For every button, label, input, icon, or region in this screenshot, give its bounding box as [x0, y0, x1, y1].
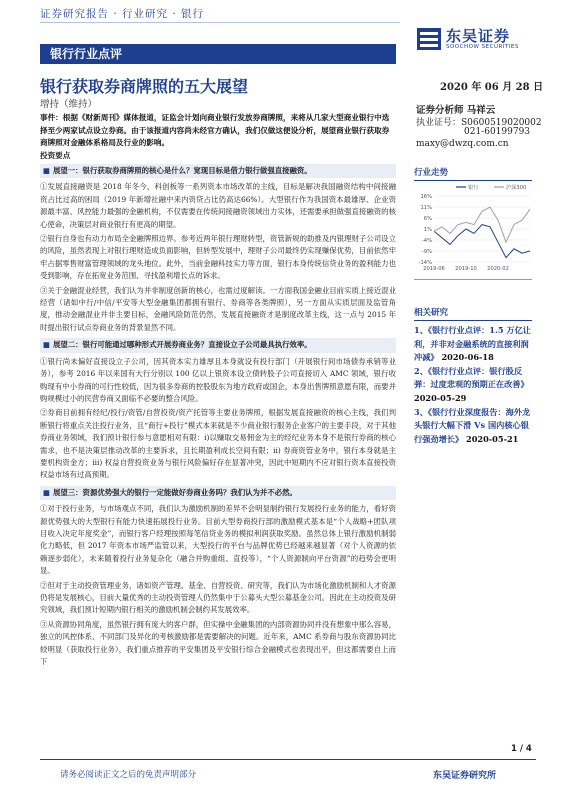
section-question-2: ■ 展望二：银行可能通过哪种形式开展券商业务？直接设立子公司最具执行效率。 — [40, 338, 396, 352]
square-bullet-icon: ■ — [43, 166, 50, 175]
trend-chart — [412, 182, 534, 274]
report-date: 2020 年 06 月 28 日 — [440, 82, 544, 93]
legend-label: 沪深300 — [506, 185, 527, 191]
paragraph: ②券商目前拥有经纪/投行/资管/自营投资/资产托管等主要业务牌照，根据发展直接融资的核心主线，我们判断银行将重点关注投行业务，且“商行+投行”模式本来就是不少商业银行服务企业客户的主要手段，对于其他券商业务领域，我们预计银行参与意愿相对有限：i)以赚取交易佣金为主的经纪业务本身不是银行券商的核心需求，也不是决策层推动改革的主要诉求，且长期盈利成长空间有限；ii) 券商资管业务中，银行本身就是主要机构资金方；iii) 权益自营投资业务与银行风险偏好存在显著冲突，因此中短期内不应对银行资本直接投资权益市场有过高预期。 — [40, 408, 396, 480]
y-tick-label: -4% — [421, 237, 432, 244]
event-summary — [40, 112, 390, 150]
logo-mark-icon — [416, 26, 442, 52]
related-research-list — [414, 324, 536, 446]
disclaimer-note: 请务必阅读正文之后的免责声明部分 — [60, 770, 197, 780]
rating: 增持（维持） — [40, 99, 98, 110]
related-research-label: 相关研究 — [414, 308, 449, 318]
chart-bottom-divider — [414, 279, 532, 280]
paragraph: ③从资源协同角度，虽然银行拥有庞大的客户群，但实操中金融集团的内部资源协同并没有想象中那么容易，独立的风控体系、不同部门及异化的考核激励都是需要解决的问题。近年来，AMC 系券商与股东资源协同比较明显（获取投行业务），我们重点推荐的平安集团及平安银行综合金融模式也表现出平，但这都需要自上而下 — [40, 619, 396, 667]
research-item[interactable]: 3、《银行行业深度报告：海外龙头银行大幅下滑 Vs 国内核心银行强劲增长》 2020-05-21 — [414, 406, 531, 444]
key-points-label: 投资要点 — [40, 151, 71, 160]
research-divider — [414, 320, 532, 321]
research-item[interactable]: 2、《银行行业点评：银行股反弹：过度悲观的预期正在改善》 2020-05-29 — [414, 365, 529, 403]
paragraph: ①银行尚未偏好直接设立子公司，因其资本实力雄厚且本身就设有投行部门（开展银行间市场债券承销等业务），参考 2016 年以来国有大行分别以 100 亿以上银资本设立债转股子公司直接切入 AMC 领域，银行收购现有中小券商的可行性较低，因为很多券商的控股股东为地方政府或国企，本身出售牌照意愿有限，而要并购规模过小的民营券商又面临不必要的整合风险。 — [40, 356, 396, 403]
section-question-3: ■ 展望三：资源优势强大的银行一定能做好券商业务吗？我们认为并不必然。 — [40, 486, 396, 500]
square-bullet-icon: ■ — [43, 340, 50, 350]
y-tick-label: 16% — [420, 193, 432, 200]
section-question-1: ■ 展望一：银行获取券商牌照的核心是什么？宽现目标是借力银行做强直接融资。 — [40, 164, 396, 178]
trend-divider — [414, 180, 532, 181]
paragraph: ③关于金融混业经营，我们认为并非制度创新的核心，也需过度解读。一方面我国金融业目前实质上接近混业经营（诸如中行/中信/平安等大型金融集团都拥有银行、券商等各类牌照），另一方面从实质层面及监管角度，推动金融混业并非主要目标，金融风险防范仍然，发展直接融资才是制度改革主线，这一点与 2015 年时提出银行试点券商业务的背景显然不同。 — [40, 285, 396, 332]
main-body — [40, 160, 396, 670]
trend-label: 行业走势 — [414, 168, 449, 178]
footer-firm: 东吴证券研究所 — [433, 771, 497, 781]
square-bullet-icon: ■ — [43, 487, 50, 497]
y-tick-label: 6% — [423, 215, 432, 222]
x-tick-label: 2019-06 — [423, 266, 445, 272]
logo-name: 东吴证券 — [446, 27, 511, 45]
research-item[interactable]: 1、《银行行业点评：1.5 万亿让利，并非对金融系统的直接利润冲减》 2020-06-18 — [414, 325, 531, 363]
paragraph: ①发展直接融资是 2018 年冬今，科创板等一系列资本市场改革的主线，目标是解决我国融资结构中间接融资占比过高的困局（2019 年新增社融中来内资贷占比仍高达66%）。大型银行作为我国资本最雄厚、企业资源最丰富、风控能力最强的金融机构，不仅需要在传统间接融资领域出力实体，还需要承担做强直接融资的核心使命，决策层对商业银行有更高的期望。 — [40, 182, 396, 229]
legend-label: 银行 — [468, 185, 479, 191]
analyst-phone: 021-60199793 — [464, 127, 531, 137]
event-text: 根据《财新周刊》媒体报道，证监会计划向商业银行发放券商牌照，来将从几家大型商业银行中选择至少两家试点设立券商。由于该报道内容尚未经官方确认，我们仅做这便设分析，展望商业银行获取券商牌照对金融体系格局及行业的影响。 — [40, 113, 390, 147]
brand-logo — [412, 22, 532, 58]
paragraph: ②但对于主动投资管理业务，诸如资产管理、基金、自营投资、研究等，我们认为市场化激励机制和人才资源仍将是发展核心，目前大量优秀的主动投资管理人仍然集中于公募头大型公募基金公司。因此在主动投资及研究领域，我们预计短期内银行相关的激励机制会制约其发展效率。 — [40, 580, 396, 615]
report-title: 银行获取券商牌照的五大展望 — [40, 77, 249, 96]
y-tick-label: 11% — [420, 204, 432, 211]
series-line — [434, 225, 530, 258]
analyst-license: 执业证号：S0600519020002 — [416, 118, 542, 128]
logo-subtitle: SOOCHOW SECURITIES — [446, 44, 519, 50]
x-tick-label: 2019-10 — [455, 266, 477, 272]
paragraph: ①对于投行业务，与市场观点不同，我们认为激励机制的差异不会明显制约银行发展投行业务的能力，看好资源优势强大的大型银行有能力快速拓展投行业务。目前大型券商投行部的激励模式基本是“个人战略+团队项目收入决定年度奖金”，而银行客户经理按照每笔信贷业务的模拟利润获取奖励。虽然总体上银行激励机制弱化力略低，但 2017 年资本市场严监管以来，大型投行的平台与品牌优势已经越来越显著（对个人资源的依赖逐步弱化），未来随着投行业务复杂化（融合并购重组、直投等），“个人资源制向平台资源”的趋势会更明显。 — [40, 504, 396, 576]
footer-divider — [40, 759, 536, 760]
event-label: 事件： — [40, 113, 63, 122]
x-tick-label: 2020-02 — [487, 266, 509, 272]
y-tick-label: 1% — [423, 226, 432, 233]
y-tick-label: -14% — [418, 259, 432, 266]
y-tick-label: -9% — [421, 248, 432, 255]
paragraph: ②银行自身也有动力布局全金融牌照边界。参考近两年银行理财转型，资管新规的助推及内银理财子公司设立的风险，虽然表现上对银行理财造成负面影响，但转型发展中，理财子公司最终仍实现赚保优势，目前依然牢牢占据零售财富管理领域的龙头地位。此外，当前金融科技实力等方面，银行本身传统信贷业务的盈利能力也受到影响，存在拓宽业务范围、寻找盈利增长点的诉求。 — [40, 234, 396, 281]
analyst-name: 证券分析师 马祥云 — [416, 105, 496, 116]
report-category-banner: 银行行业点评 — [40, 44, 396, 64]
breadcrumb: 证券研究报告 · 行业研究 · 银行 — [40, 8, 205, 20]
analyst-email: maxy@dwzq.com.cn — [416, 139, 509, 149]
header-divider — [40, 22, 400, 23]
page-number: 1 / 4 — [511, 744, 532, 754]
